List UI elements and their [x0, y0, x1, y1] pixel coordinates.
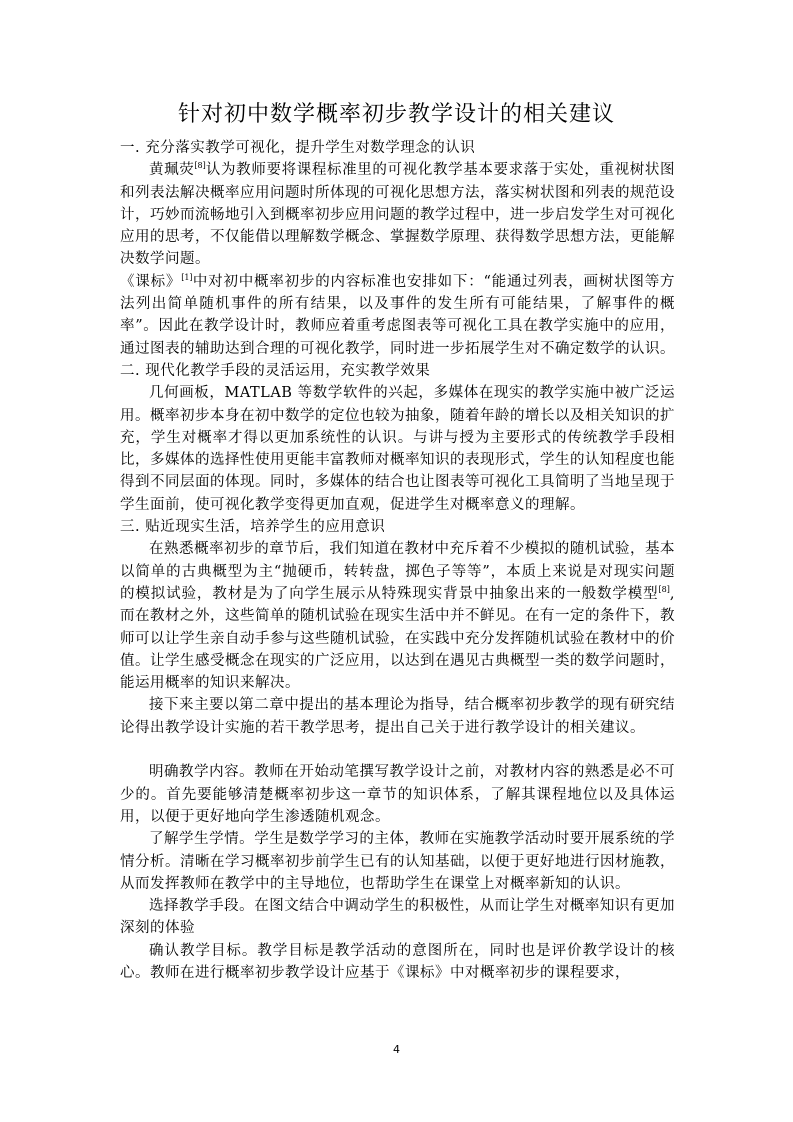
citation-ref: [8] — [194, 161, 206, 171]
page-title: 针对初中数学概率初步教学设计的相关建议 — [177, 102, 615, 127]
section-1-paragraph-2 — [120, 271, 675, 360]
section-1-heading: 一. 充分落实教学可视化，提升学生对数学理念的认识 — [120, 140, 476, 156]
citation-ref: [8] — [658, 584, 670, 594]
cited-author: 黄珮荧 — [149, 162, 195, 179]
section-2-paragraph-1: 几何画板，MATLAB 等数学软件的兴起，多媒体在现实的教学实施中被广泛运用。概率初步本身在初中数学的定位也较为抽象，随着年龄的增长以及相关知识的扩充，学生对概率才得以更加系统性的认识。与讲与授为主要形式的传统教学手段相比，多媒体的选择性使用更能丰富教师对概率知识的表现形式，学生的认知程度也能得到不同层面的体现。同时，多媒体的结合也让图表等可视化工具简明了当地呈现于学生面前，使可视化教学变得更加直观，促进学生对概率意义的理解。 — [120, 385, 675, 513]
section-1-paragraph-1 — [120, 159, 675, 270]
section-3-paragraph-1 — [120, 538, 675, 694]
citation-ref: [1] — [181, 272, 193, 282]
suggestion-student-situation: 了解学生学情。学生是数学学习的主体，教师在实施教学活动时要开展系统的学情分析。清晰在学习概率初步前学生已有的认知基础，以便于更好地进行因材施教，从而发挥教师在教学中的主导地位，也帮助学生在课堂上对概率新知的认识。 — [120, 831, 675, 892]
cited-source: 《课标》 — [120, 273, 182, 290]
suggestion-teaching-content: 明确教学内容。教师在开始动笔撰写教学设计之前，对教材内容的熟悉是必不可少的。首先要能够清楚概率初步这一章节的知识体系，了解其课程地位以及具体运用，以便于更好地向学生渗透随机观念。 — [120, 764, 675, 825]
paragraph-text: 在熟悉概率初步的章节后，我们知道在教材中充斥着不少模拟的随机试验，基本以简单的古典概型为主“抛硬币，转转盘，掷色子等等”，本质上来说是对现实问题的模拟试验，教材是为了向学生展示从特殊现实背景中抽象出来的一般数学模型 — [120, 541, 675, 602]
document-body — [120, 137, 675, 984]
page-number: 4 — [393, 1043, 400, 1056]
section-3-heading: 三. 贴近现实生活，培养学生的应用意识 — [120, 519, 386, 536]
blank-line — [120, 739, 675, 761]
section-2-heading: 二. 现代化教学手段的灵活运用，充实教学效果 — [120, 362, 431, 379]
paragraph-text: 中对初中概率初步的内容标准也安排如下：“能通过列表，画树状图等方法列出简单随机事件的所有结果，以及事件的发生所有可能结果，了解事件的概率”。因此在教学设计时，教师应着重考虑图表等可视化工具在教学实施中的应用，通过图表的辅助达到合理的可视化教学，同时进一步拓展学生对不确定数学的认识。 — [120, 273, 675, 357]
paragraph-text: ,而在教材之外，这些简单的随机试验在现实生活中并不鲜见。在有一定的条件下，教师可以让学生亲自动手参与这些随机试验，在实践中充分发挥随机试验在教材中的价值。让学生感受概念在现实的广泛应用，以达到在遇见古典概型一类的数学问题时，能运用概率的知识来解决。 — [120, 585, 675, 692]
section-3-paragraph-2: 接下来主要以第二章中提出的基本理论为指导，结合概率初步教学的现有研究结论得出教学设计实施的若干教学思考，提出自己关于进行教学设计的相关建议。 — [120, 697, 675, 736]
suggestion-teaching-means: 选择教学手段。在图文结合中调动学生的积极性，从而让学生对概率知识有更加深刻的体验 — [120, 898, 675, 937]
suggestion-teaching-goals: 确认教学目标。教学目标是教学活动的意图所在，同时也是评价教学设计的核心。教师在进行概率初步教学设计应基于《课标》中对概率初步的课程要求， — [120, 942, 675, 981]
paragraph-text: 认为教师要将课程标准里的可视化教学基本要求落于实处，重视树状图和列表法解决概率应用问题时所体现的可视化思想方法，落实树状图和列表的规范设计，巧妙而流畅地引入到概率初步应用问题的教学过程中，进一步启发学生对可视化应用的思考，不仅能借以理解数学概念、掌握数学原理、获得数学思想方法，更能解决数学问题。 — [120, 162, 676, 268]
